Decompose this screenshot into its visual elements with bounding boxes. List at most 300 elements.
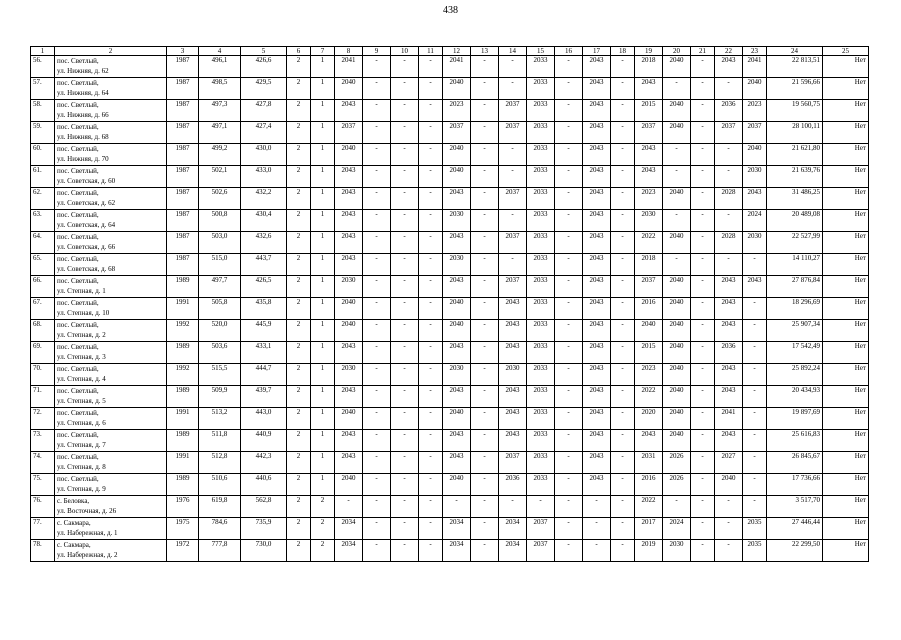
cell-col-21: -: [691, 144, 715, 166]
cell-col-13: -: [471, 210, 499, 232]
cell-col-22: -: [715, 518, 743, 540]
cell-col-15: 2033: [527, 298, 555, 320]
address-locality: пос. Светлый,: [57, 431, 99, 439]
cell-col-25: Нет: [823, 518, 869, 540]
cell-col-6: 2: [287, 452, 311, 474]
cell-col-22: 2043: [715, 364, 743, 386]
cell-col-15: 2033: [527, 166, 555, 188]
cell-col-23: -: [743, 430, 767, 452]
cell-col-19: 2022: [635, 386, 663, 408]
cell-col-19: 2019: [635, 540, 663, 562]
cell-col-16: -: [555, 452, 583, 474]
cell-col-20: -: [663, 254, 691, 276]
address-cell: [55, 386, 167, 408]
cell-col-14: 2037: [499, 276, 527, 298]
cell-col-5: 426,5: [241, 276, 287, 298]
cell-col-24: 22 813,51: [767, 56, 823, 78]
cell-col-11: -: [419, 518, 443, 540]
cell-col-7: 1: [311, 188, 335, 210]
address-street: ул. Советская, д. 64: [57, 221, 116, 229]
cell-col-4: 515,0: [199, 254, 241, 276]
cell-col-18: -: [611, 430, 635, 452]
cell-col-13: -: [471, 474, 499, 496]
cell-col-4: 509,9: [199, 386, 241, 408]
cell-col-19: 2023: [635, 188, 663, 210]
cell-col-8: 2040: [335, 408, 363, 430]
cell-col-3: 1989: [167, 386, 199, 408]
cell-col-24: 21 621,80: [767, 144, 823, 166]
cell-col-15: 2033: [527, 364, 555, 386]
cell-col-20: 2040: [663, 188, 691, 210]
cell-col-22: 2040: [715, 474, 743, 496]
cell-col-5: 433,0: [241, 166, 287, 188]
cell-col-8: 2043: [335, 254, 363, 276]
cell-col-25: Нет: [823, 298, 869, 320]
column-header-20: 20: [663, 47, 691, 56]
cell-col-17: 2043: [583, 166, 611, 188]
cell-col-9: -: [363, 408, 391, 430]
cell-col-18: -: [611, 298, 635, 320]
cell-col-25: Нет: [823, 364, 869, 386]
cell-col-3: 1987: [167, 254, 199, 276]
cell-col-9: -: [363, 342, 391, 364]
column-header-23: 23: [743, 47, 767, 56]
cell-col-20: -: [663, 144, 691, 166]
cell-col-20: 2040: [663, 232, 691, 254]
cell-col-25: Нет: [823, 430, 869, 452]
cell-col-15: 2037: [527, 518, 555, 540]
cell-col-23: 2040: [743, 78, 767, 100]
cell-col-13: -: [471, 276, 499, 298]
register-table: [30, 46, 869, 562]
cell-col-12: 2040: [443, 78, 471, 100]
cell-col-21: -: [691, 210, 715, 232]
cell-col-20: 2040: [663, 276, 691, 298]
cell-col-25: Нет: [823, 452, 869, 474]
cell-col-17: 2043: [583, 276, 611, 298]
address-cell: [55, 408, 167, 430]
cell-col-25: Нет: [823, 144, 869, 166]
cell-col-4: 510,6: [199, 474, 241, 496]
column-header-21: 21: [691, 47, 715, 56]
cell-col-14: 2043: [499, 342, 527, 364]
cell-col-19: 2040: [635, 320, 663, 342]
cell-col-10: -: [391, 210, 419, 232]
cell-col-3: 1972: [167, 540, 199, 562]
cell-col-11: -: [419, 254, 443, 276]
cell-col-22: 2043: [715, 386, 743, 408]
cell-col-4: 497,7: [199, 276, 241, 298]
cell-col-23: 2030: [743, 232, 767, 254]
cell-col-22: -: [715, 166, 743, 188]
cell-col-17: -: [583, 540, 611, 562]
cell-col-12: 2043: [443, 430, 471, 452]
cell-col-25: Нет: [823, 232, 869, 254]
cell-col-9: -: [363, 386, 391, 408]
cell-col-21: -: [691, 232, 715, 254]
cell-col-12: 2034: [443, 518, 471, 540]
cell-col-19: 2031: [635, 452, 663, 474]
cell-col-21: -: [691, 320, 715, 342]
cell-col-17: 2043: [583, 430, 611, 452]
cell-col-13: -: [471, 364, 499, 386]
address-locality: пос. Светлый,: [57, 211, 99, 219]
cell-col-25: Нет: [823, 188, 869, 210]
cell-col-3: 1987: [167, 100, 199, 122]
cell-col-6: 2: [287, 496, 311, 518]
column-header-24: 24: [767, 47, 823, 56]
cell-col-11: -: [419, 166, 443, 188]
table-row: [31, 540, 869, 562]
cell-col-8: 2043: [335, 386, 363, 408]
address-locality: пос. Светлый,: [57, 255, 99, 263]
cell-col-25: Нет: [823, 386, 869, 408]
cell-col-7: 1: [311, 342, 335, 364]
row-number: 62.: [31, 188, 55, 210]
cell-col-25: Нет: [823, 100, 869, 122]
table-row: [31, 144, 869, 166]
cell-col-19: 2022: [635, 496, 663, 518]
cell-col-11: -: [419, 408, 443, 430]
cell-col-22: 2043: [715, 298, 743, 320]
cell-col-16: -: [555, 188, 583, 210]
cell-col-4: 500,8: [199, 210, 241, 232]
cell-col-7: 2: [311, 518, 335, 540]
cell-col-14: 2037: [499, 452, 527, 474]
column-header-19: 19: [635, 47, 663, 56]
row-number: 68.: [31, 320, 55, 342]
address-cell: [55, 144, 167, 166]
address-street: ул. Степная, д. 9: [57, 485, 106, 493]
cell-col-5: 730,0: [241, 540, 287, 562]
cell-col-10: -: [391, 342, 419, 364]
column-header-7: 7: [311, 47, 335, 56]
cell-col-22: 2036: [715, 342, 743, 364]
cell-col-9: -: [363, 320, 391, 342]
cell-col-9: -: [363, 276, 391, 298]
cell-col-20: 2024: [663, 518, 691, 540]
cell-col-25: Нет: [823, 254, 869, 276]
cell-col-15: 2033: [527, 122, 555, 144]
cell-col-22: 2043: [715, 430, 743, 452]
cell-col-18: -: [611, 474, 635, 496]
column-header-10: 10: [391, 47, 419, 56]
cell-col-10: -: [391, 188, 419, 210]
cell-col-22: -: [715, 496, 743, 518]
column-header-22: 22: [715, 47, 743, 56]
cell-col-24: 22 299,50: [767, 540, 823, 562]
cell-col-8: 2041: [335, 56, 363, 78]
table-row: [31, 518, 869, 540]
column-header-18: 18: [611, 47, 635, 56]
cell-col-13: -: [471, 496, 499, 518]
address-locality: пос. Светлый,: [57, 277, 99, 285]
cell-col-10: -: [391, 78, 419, 100]
address-locality: пос. Светлый,: [57, 387, 99, 395]
cell-col-18: -: [611, 540, 635, 562]
address-locality: пос. Светлый,: [57, 453, 99, 461]
cell-col-6: 2: [287, 210, 311, 232]
cell-col-8: 2043: [335, 430, 363, 452]
cell-col-25: Нет: [823, 474, 869, 496]
address-cell: [55, 452, 167, 474]
cell-col-10: -: [391, 430, 419, 452]
table-row: [31, 166, 869, 188]
table-row: [31, 188, 869, 210]
cell-col-9: -: [363, 210, 391, 232]
column-header-1: 1: [31, 47, 55, 56]
cell-col-20: 2026: [663, 474, 691, 496]
cell-col-22: 2043: [715, 320, 743, 342]
cell-col-18: -: [611, 386, 635, 408]
cell-col-23: 2035: [743, 540, 767, 562]
cell-col-18: -: [611, 100, 635, 122]
cell-col-7: 1: [311, 100, 335, 122]
cell-col-8: 2043: [335, 342, 363, 364]
cell-col-15: 2033: [527, 210, 555, 232]
cell-col-5: 442,3: [241, 452, 287, 474]
cell-col-18: -: [611, 452, 635, 474]
cell-col-13: -: [471, 540, 499, 562]
address-cell: [55, 430, 167, 452]
table-row: [31, 56, 869, 78]
cell-col-10: -: [391, 166, 419, 188]
cell-col-13: -: [471, 188, 499, 210]
cell-col-4: 513,2: [199, 408, 241, 430]
cell-col-21: -: [691, 78, 715, 100]
cell-col-9: -: [363, 298, 391, 320]
address-locality: пос. Светлый,: [57, 321, 99, 329]
cell-col-7: 1: [311, 386, 335, 408]
cell-col-24: 28 100,11: [767, 122, 823, 144]
cell-col-16: -: [555, 430, 583, 452]
cell-col-13: -: [471, 122, 499, 144]
cell-col-13: -: [471, 254, 499, 276]
cell-col-12: 2040: [443, 298, 471, 320]
cell-col-5: 432,2: [241, 188, 287, 210]
cell-col-10: -: [391, 408, 419, 430]
cell-col-5: 426,6: [241, 56, 287, 78]
cell-col-5: 735,9: [241, 518, 287, 540]
column-header-13: 13: [471, 47, 499, 56]
cell-col-21: -: [691, 430, 715, 452]
cell-col-24: 21 596,66: [767, 78, 823, 100]
cell-col-8: 2043: [335, 210, 363, 232]
address-cell: [55, 518, 167, 540]
cell-col-14: 2030: [499, 364, 527, 386]
cell-col-14: 2043: [499, 320, 527, 342]
cell-col-24: 26 845,67: [767, 452, 823, 474]
cell-col-4: 515,5: [199, 364, 241, 386]
cell-col-17: 2043: [583, 188, 611, 210]
cell-col-18: -: [611, 232, 635, 254]
address-street: ул. Степная, д. 7: [57, 441, 106, 449]
cell-col-18: -: [611, 144, 635, 166]
address-locality: пос. Светлый,: [57, 57, 99, 65]
table-body: [31, 56, 869, 562]
row-number: 66.: [31, 276, 55, 298]
cell-col-3: 1989: [167, 276, 199, 298]
cell-col-5: 444,7: [241, 364, 287, 386]
cell-col-12: 2043: [443, 188, 471, 210]
cell-col-23: -: [743, 496, 767, 518]
cell-col-13: -: [471, 100, 499, 122]
cell-col-12: 2040: [443, 144, 471, 166]
cell-col-3: 1991: [167, 452, 199, 474]
cell-col-11: -: [419, 386, 443, 408]
cell-col-19: 2015: [635, 342, 663, 364]
address-cell: [55, 210, 167, 232]
cell-col-3: 1987: [167, 210, 199, 232]
address-street: ул. Степная, д. 3: [57, 353, 106, 361]
cell-col-5: 439,7: [241, 386, 287, 408]
row-number: 73.: [31, 430, 55, 452]
cell-col-11: -: [419, 320, 443, 342]
table-row: [31, 364, 869, 386]
cell-col-8: -: [335, 496, 363, 518]
cell-col-5: 429,5: [241, 78, 287, 100]
cell-col-23: -: [743, 452, 767, 474]
cell-col-5: 430,0: [241, 144, 287, 166]
cell-col-4: 777,8: [199, 540, 241, 562]
cell-col-5: 430,4: [241, 210, 287, 232]
cell-col-19: 2043: [635, 78, 663, 100]
cell-col-23: -: [743, 474, 767, 496]
row-number: 78.: [31, 540, 55, 562]
cell-col-18: -: [611, 276, 635, 298]
cell-col-9: -: [363, 452, 391, 474]
cell-col-13: -: [471, 452, 499, 474]
cell-col-16: -: [555, 342, 583, 364]
cell-col-8: 2043: [335, 232, 363, 254]
cell-col-20: 2040: [663, 100, 691, 122]
cell-col-3: 1989: [167, 342, 199, 364]
cell-col-8: 2043: [335, 166, 363, 188]
cell-col-21: -: [691, 364, 715, 386]
header-row: [31, 47, 869, 56]
cell-col-3: 1991: [167, 408, 199, 430]
cell-col-10: -: [391, 122, 419, 144]
cell-col-17: 2043: [583, 298, 611, 320]
cell-col-13: -: [471, 430, 499, 452]
cell-col-25: Нет: [823, 342, 869, 364]
cell-col-14: 2034: [499, 518, 527, 540]
cell-col-8: 2040: [335, 78, 363, 100]
cell-col-24: 19 897,69: [767, 408, 823, 430]
cell-col-8: 2043: [335, 100, 363, 122]
cell-col-24: 18 296,69: [767, 298, 823, 320]
cell-col-17: 2043: [583, 210, 611, 232]
cell-col-11: -: [419, 78, 443, 100]
cell-col-12: 2040: [443, 474, 471, 496]
cell-col-11: -: [419, 144, 443, 166]
cell-col-24: 22 527,99: [767, 232, 823, 254]
table-row: [31, 430, 869, 452]
cell-col-5: 427,8: [241, 100, 287, 122]
cell-col-4: 503,6: [199, 342, 241, 364]
cell-col-10: -: [391, 452, 419, 474]
cell-col-25: Нет: [823, 78, 869, 100]
cell-col-16: -: [555, 100, 583, 122]
cell-col-6: 2: [287, 474, 311, 496]
cell-col-9: -: [363, 122, 391, 144]
cell-col-15: 2033: [527, 430, 555, 452]
address-cell: [55, 56, 167, 78]
cell-col-11: -: [419, 210, 443, 232]
cell-col-18: -: [611, 518, 635, 540]
cell-col-8: 2040: [335, 144, 363, 166]
cell-col-7: 1: [311, 78, 335, 100]
cell-col-6: 2: [287, 254, 311, 276]
cell-col-9: -: [363, 144, 391, 166]
cell-col-24: 20 489,08: [767, 210, 823, 232]
cell-col-4: 498,5: [199, 78, 241, 100]
cell-col-19: 2037: [635, 276, 663, 298]
cell-col-3: 1987: [167, 232, 199, 254]
cell-col-16: -: [555, 386, 583, 408]
cell-col-16: -: [555, 210, 583, 232]
cell-col-22: -: [715, 144, 743, 166]
cell-col-7: 1: [311, 276, 335, 298]
cell-col-21: -: [691, 276, 715, 298]
cell-col-11: -: [419, 298, 443, 320]
cell-col-5: 562,8: [241, 496, 287, 518]
cell-col-17: 2043: [583, 342, 611, 364]
address-cell: [55, 78, 167, 100]
cell-col-12: 2023: [443, 100, 471, 122]
cell-col-22: 2043: [715, 56, 743, 78]
page-number: 438: [443, 5, 458, 16]
column-header-14: 14: [499, 47, 527, 56]
cell-col-19: 2043: [635, 144, 663, 166]
row-number: 76.: [31, 496, 55, 518]
cell-col-11: -: [419, 496, 443, 518]
cell-col-21: -: [691, 166, 715, 188]
table-row: [31, 78, 869, 100]
cell-col-6: 2: [287, 100, 311, 122]
address-cell: [55, 122, 167, 144]
table-row: [31, 276, 869, 298]
address-street: ул. Советская, д. 68: [57, 265, 116, 273]
cell-col-10: -: [391, 232, 419, 254]
cell-col-11: -: [419, 430, 443, 452]
cell-col-22: 2028: [715, 188, 743, 210]
address-street: ул. Степная, д. 6: [57, 419, 106, 427]
cell-col-3: 1976: [167, 496, 199, 518]
cell-col-5: 427,4: [241, 122, 287, 144]
cell-col-7: 1: [311, 232, 335, 254]
cell-col-19: 2015: [635, 100, 663, 122]
cell-col-25: Нет: [823, 210, 869, 232]
cell-col-12: 2043: [443, 232, 471, 254]
cell-col-25: Нет: [823, 122, 869, 144]
cell-col-13: -: [471, 408, 499, 430]
cell-col-22: 2043: [715, 276, 743, 298]
cell-col-19: 2018: [635, 254, 663, 276]
cell-col-6: 2: [287, 386, 311, 408]
cell-col-3: 1987: [167, 78, 199, 100]
cell-col-10: -: [391, 386, 419, 408]
cell-col-19: 2023: [635, 364, 663, 386]
row-number: 70.: [31, 364, 55, 386]
column-header-9: 9: [363, 47, 391, 56]
cell-col-23: -: [743, 320, 767, 342]
cell-col-16: -: [555, 78, 583, 100]
cell-col-22: -: [715, 78, 743, 100]
cell-col-24: 25 907,34: [767, 320, 823, 342]
cell-col-9: -: [363, 56, 391, 78]
cell-col-5: 432,6: [241, 232, 287, 254]
